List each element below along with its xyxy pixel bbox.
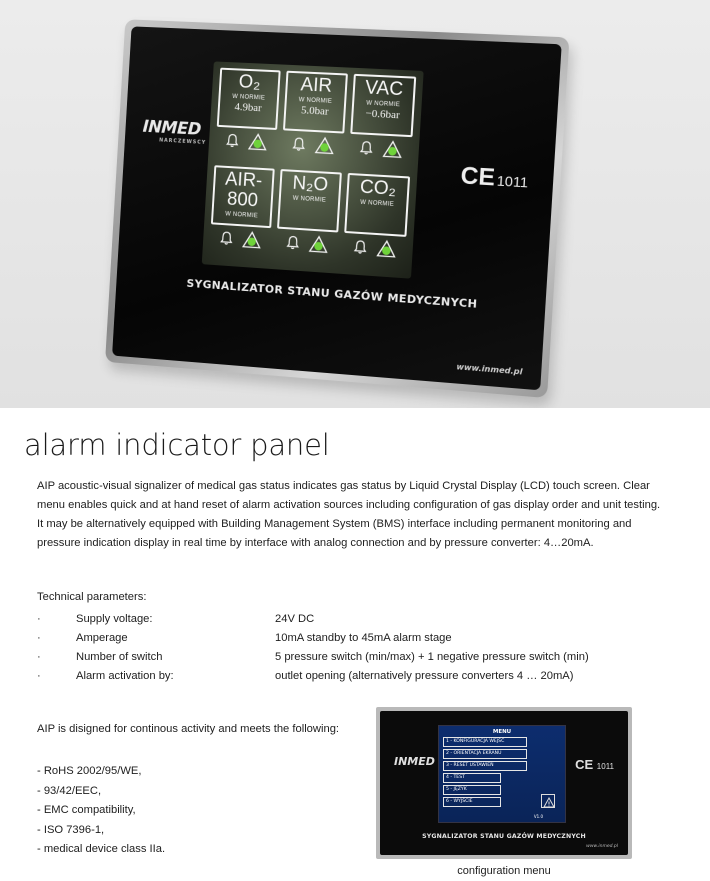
panel-title: SYGNALIZATOR STANU GAZÓW MEDYCZNYCH — [186, 276, 478, 311]
param-row — [37, 666, 677, 685]
bell-icon[interactable] — [291, 136, 308, 153]
param-bullet: · — [37, 612, 41, 625]
gas-status-box[interactable] — [350, 74, 416, 137]
technical-heading: Technical parameters: — [37, 591, 147, 603]
param-label: Amperage — [76, 631, 128, 644]
gas-status: W NORMIE — [225, 211, 259, 220]
compliance-item: - EMC compatibility, — [37, 804, 136, 816]
compliance-list — [37, 762, 165, 860]
description-p2: It may be alternatively equipped with Building Management System (BMS) interface including permanent monitoring and pressure indication display in real time by interface with analog connection and by pressure converter: 4…20mA. — [37, 518, 632, 549]
gas-name: N₂O — [292, 172, 329, 196]
menu-item[interactable]: 4 - TEST — [443, 773, 501, 783]
brand-name: INMED — [142, 117, 202, 140]
bell-icon[interactable] — [224, 132, 240, 149]
ce-number: 1011 — [496, 172, 529, 191]
gas-name: O₂ — [238, 71, 262, 94]
param-row — [37, 628, 677, 647]
page-title: alarm indicator panel — [24, 428, 330, 462]
gas-status: W NORMIE — [366, 100, 401, 109]
menu-item[interactable]: 3 - RESET USTAWIEŃ — [443, 761, 527, 771]
bell-icon[interactable] — [285, 234, 302, 251]
gas-cell-icons — [290, 135, 335, 155]
alarm-triangle-icon[interactable] — [382, 140, 403, 159]
param-bullet: · — [37, 631, 41, 644]
gas-cell[interactable] — [347, 74, 417, 173]
menu-version: V1.0 — [533, 814, 543, 819]
param-row — [37, 609, 677, 628]
param-value: 24V DC — [275, 612, 315, 625]
ce-mark — [460, 162, 529, 194]
menu-caption: configuration menu — [457, 865, 551, 877]
gas-status-box[interactable] — [277, 169, 342, 232]
menu-panel-title: SYGNALIZATOR STANU GAZÓW MEDYCZNYCH — [422, 833, 586, 840]
description — [37, 477, 677, 553]
param-value: outlet opening (alternatively pressure converters 4 … 20mA) — [275, 669, 574, 682]
menu-screen — [438, 725, 566, 823]
menu-ce-label: CE — [575, 757, 594, 772]
menu-panel — [380, 711, 628, 855]
alarm-triangle-icon[interactable] — [308, 235, 329, 254]
menu-item[interactable]: 5 - JĘZYK — [443, 785, 501, 795]
bell-icon[interactable] — [358, 139, 375, 156]
gas-status-box[interactable] — [211, 165, 275, 228]
lcd-screen — [202, 61, 424, 278]
ce-label: CE — [459, 162, 496, 192]
brand-sub: NARCZEWSCY — [158, 137, 207, 146]
gas-status: W NORMIE — [360, 199, 395, 208]
gas-cell-icons — [352, 237, 397, 258]
brand-logo — [142, 117, 211, 146]
panel-url: www.inmed.pl — [456, 362, 523, 377]
gas-name: CO₂ — [359, 176, 397, 200]
compliance-item: - RoHS 2002/95/WE, — [37, 765, 142, 777]
gas-name: AIR-800 — [224, 168, 263, 212]
alarm-panel — [112, 26, 562, 390]
menu-ce-mark — [575, 757, 614, 772]
gas-cell[interactable] — [214, 68, 282, 165]
gas-cell[interactable] — [274, 169, 343, 268]
gas-cell-icons — [285, 233, 330, 254]
description-p1: AIP acoustic-visual signalizer of medical gas status indicates gas status by Liquid Crystal Display (LCD) touch screen. Clear menu enables quick and at hand reset of alarm activation sources including configuration of gas display order and unit testing. — [37, 480, 661, 511]
menu-brand-logo: INMED — [394, 755, 435, 768]
compliance-item: - ISO 7396-1, — [37, 823, 105, 836]
gas-cell[interactable] — [341, 173, 411, 272]
param-value: 5 pressure switch (min/max) + 1 negative pressure switch (min) — [275, 650, 589, 663]
gas-status: W NORMIE — [292, 195, 327, 204]
gas-status-box[interactable] — [283, 71, 348, 134]
gas-status-box[interactable] — [344, 173, 410, 237]
gas-status-box[interactable] — [217, 68, 281, 130]
gas-cell-icons — [218, 229, 262, 250]
menu-item[interactable]: 1 - KONFIGURACJA WEJŚĆ — [443, 737, 527, 747]
menu-ce-number: 1011 — [596, 762, 614, 771]
gas-cell[interactable] — [208, 165, 276, 263]
param-label: Alarm activation by: — [76, 669, 174, 682]
compliance-item: - 93/42/EEC, — [37, 784, 102, 797]
gas-pressure: 5.0bar — [300, 104, 329, 118]
alarm-triangle-icon[interactable] — [376, 239, 397, 258]
param-value: 10mA standby to 45mA alarm stage — [275, 631, 452, 644]
compliance-item: - medical device class IIa. — [37, 843, 166, 855]
gas-name: AIR — [300, 74, 333, 97]
alarm-triangle-icon[interactable] — [242, 230, 263, 249]
menu-item[interactable]: 2 - ORIENTACJA EKRANU — [443, 749, 527, 759]
menu-heading: MENU — [492, 729, 512, 735]
alarm-triangle-icon[interactable] — [247, 132, 268, 151]
gas-name: VAC — [364, 77, 404, 101]
param-row — [37, 647, 677, 666]
param-bullet: · — [37, 669, 41, 682]
product-photo — [0, 0, 710, 408]
technical-parameters — [37, 609, 677, 685]
gas-pressure: 4.9bar — [234, 101, 262, 115]
bell-icon[interactable] — [218, 230, 234, 247]
gas-status: W NORMIE — [232, 93, 266, 102]
gas-cell-icons — [358, 138, 403, 158]
bell-icon[interactable] — [352, 238, 369, 255]
menu-panel-url: www.inmed.pl — [586, 844, 618, 849]
gas-pressure: −0.6bar — [365, 107, 401, 122]
panel-frame — [105, 19, 569, 398]
menu-photo — [376, 707, 632, 859]
gas-status: W NORMIE — [298, 97, 333, 105]
alarm-triangle-icon[interactable] — [314, 136, 335, 155]
gas-cell-icons — [224, 131, 268, 151]
gas-cell[interactable] — [280, 71, 349, 169]
menu-item[interactable]: 6 - WYJŚCIE — [443, 797, 501, 807]
compliance-intro: AIP is disigned for continous activity and meets the following: — [37, 723, 340, 735]
alarm-triangle-icon — [541, 794, 555, 808]
param-label: Supply voltage: — [76, 612, 153, 625]
param-label: Number of switch — [76, 650, 163, 663]
param-bullet: · — [37, 650, 41, 663]
